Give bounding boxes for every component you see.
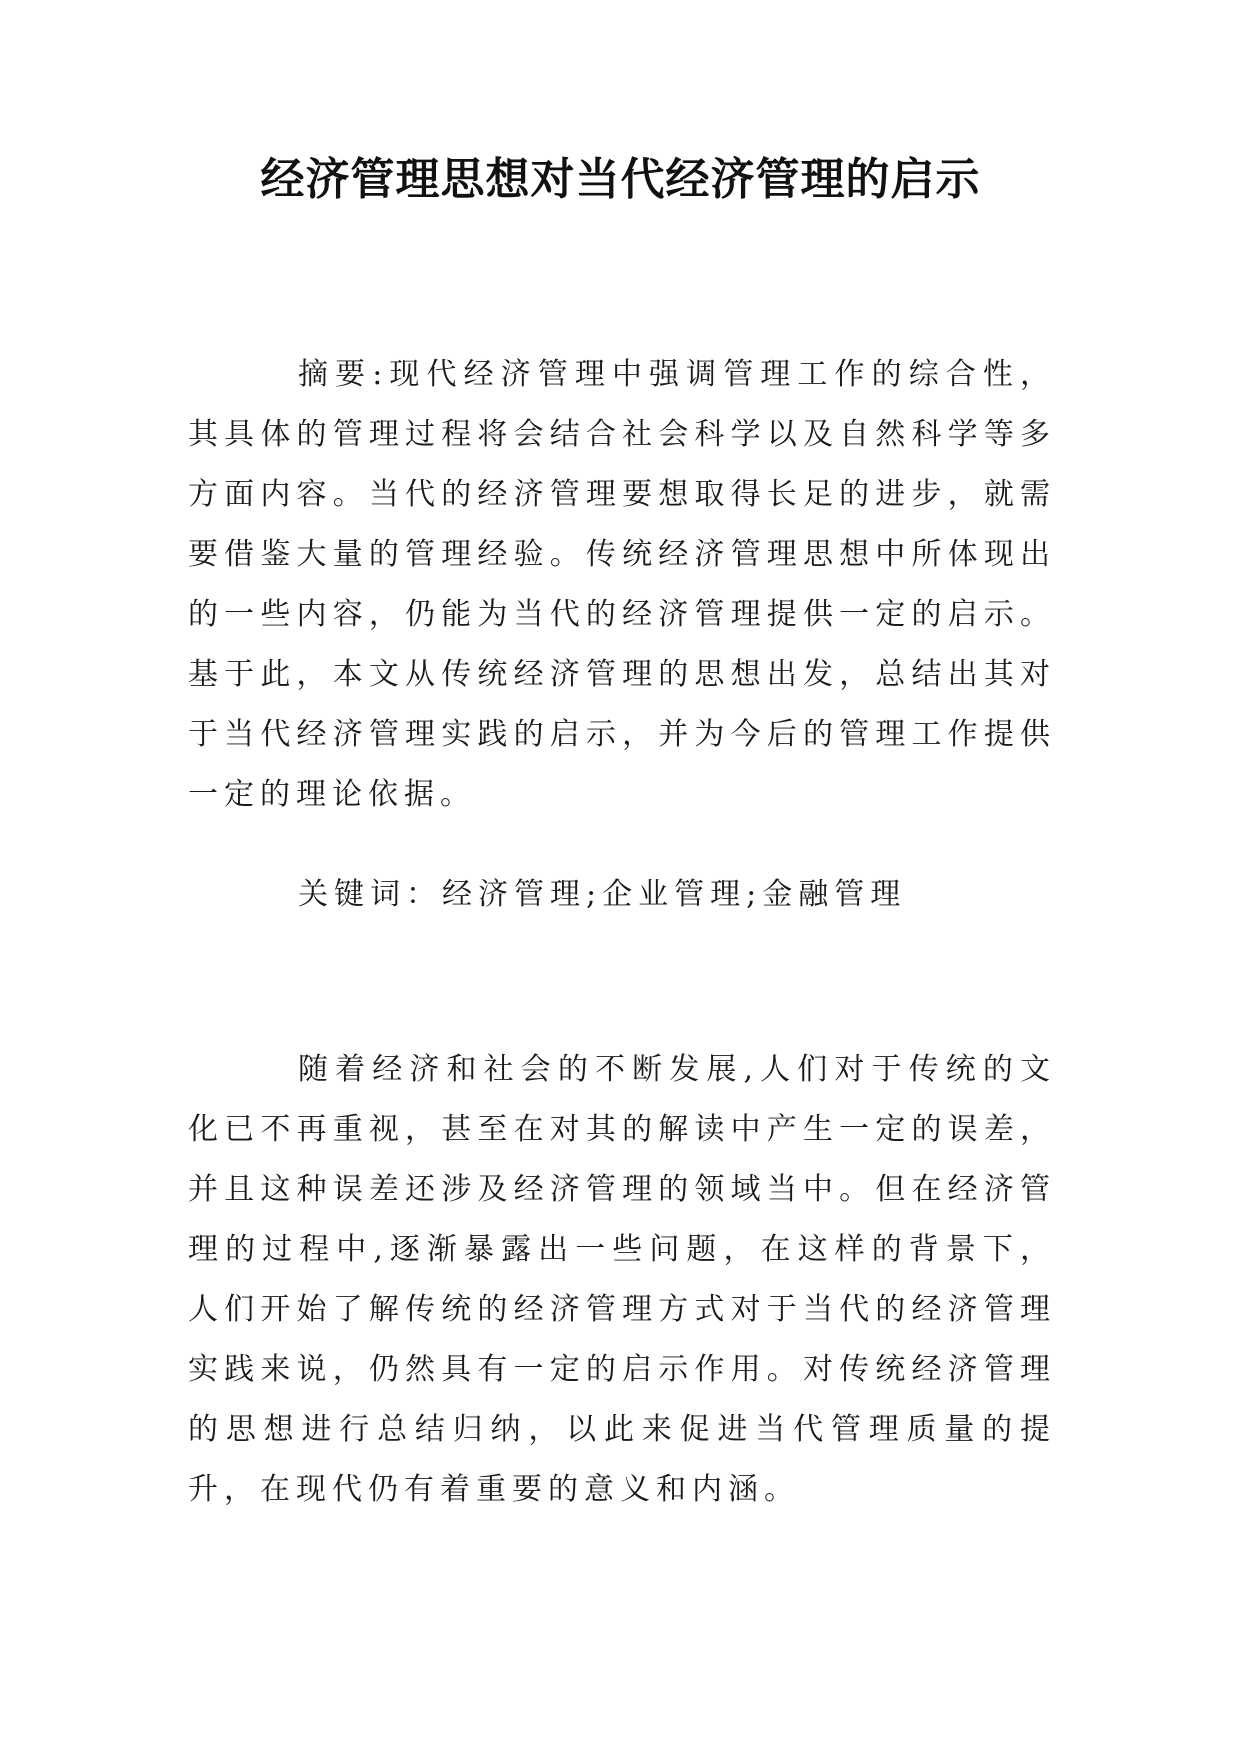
abstract-label: 摘要: [298,357,389,392]
keywords-label: 关键词： [298,877,442,912]
body-paragraph: 随着经济和社会的不断发展,人们对于传统的文化已不再重视，甚至在对其的解读中产生一定的误差，并且这种误差还涉及经济管理的领域当中。但在经济管理的过程中,逐渐暴露出一些问题，在这样的背景下，人们开始了解传统的经济管理方式对于当代的经济管理实践来说，仍然具有一定的启示作用。对传统经济管理的思想进行总结归纳，以此来促进当代管理质量的提升，在现代仍有着重要的意义和内涵。 [188,1052,1056,1507]
abstract-section [188,345,1056,825]
body-section [188,1040,1056,1520]
abstract-paragraph [188,345,1056,825]
document-title: 经济管理思想对当代经济管理的启示 [260,154,981,205]
keywords-section [188,865,1056,925]
abstract-text: 现代经济管理中强调管理工作的综合性，其具体的管理过程将会结合社会科学以及自然科学等多方面内容。当代的经济管理要想取得长足的进步，就需要借鉴大量的管理经验。传统经济管理思想中所体现出的一些内容，仍能为当代的经济管理提供一定的启示。基于此，本文从传统经济管理的思想出发，总结出其对于当代经济管理实践的启示，并为今后的管理工作提供一定的理论依据。 [188,357,1056,812]
keywords-line [188,865,1056,925]
keywords-values: 经济管理;企业管理;金融管理 [442,877,907,912]
